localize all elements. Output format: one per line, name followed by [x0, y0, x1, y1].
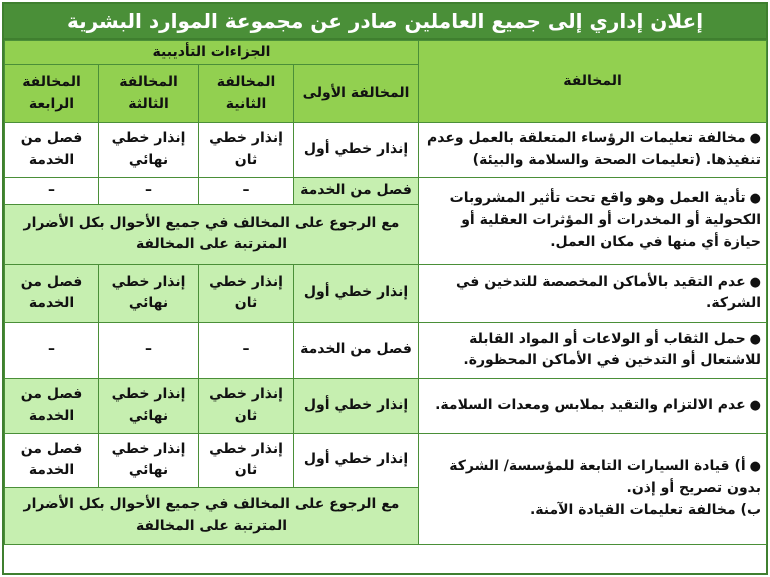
violation-cell [419, 264, 767, 322]
penalty-first: فصل من الخدمة [294, 178, 419, 205]
bullet-icon: ● [749, 191, 762, 207]
penalty-second-dash: – [199, 322, 294, 378]
violation-text: تأدية العمل وهو واقع تحت تأثير المشروبات الكحولية أو المخدرات أو المؤثرات العقلية أو حيازة أي منها في مكان العمل. [449, 190, 762, 250]
violation-cell [419, 178, 767, 265]
header-fourth-violation: المخالفة الرابعة [5, 65, 99, 123]
penalty-fourth-dash: – [5, 178, 99, 205]
bullet-icon: ● [749, 131, 762, 147]
violation-text-b: ب) مخالفة تعليمات القيادة الآمنة. [529, 501, 762, 518]
table-row [5, 433, 767, 487]
violation-text: مخالفة تعليمات الرؤساء المتعلقة بالعمل وعدم تنفيذها. (تعليمات الصحة والسلامة والبيئة) [427, 130, 762, 168]
penalty-first: إنذار خطي أول [294, 378, 419, 433]
announcement-sheet [2, 2, 768, 575]
violation-cell [419, 322, 767, 378]
table-row [5, 378, 767, 433]
violation-cell [419, 433, 767, 544]
penalty-first: فصل من الخدمة [294, 322, 419, 378]
penalty-third-dash: – [99, 178, 199, 205]
violation-text-a: ●أ) قيادة السيارات التابعة للمؤسسة/ الشركة بدون تصريح أو إذن. [449, 458, 762, 496]
header-violation: المخالفة [419, 41, 767, 123]
violation-text: عدم التقيد بالأماكن المخصصة للتدخين في الشركة. [456, 273, 762, 312]
table-row [5, 264, 767, 322]
penalty-third-dash: – [99, 322, 199, 378]
penalty-first: إنذار خطي أول [294, 433, 419, 487]
penalty-second-dash: – [199, 178, 294, 205]
header-penalties-group: الجزاءات التأديبية [5, 41, 419, 65]
violation-cell [419, 378, 767, 433]
penalty-fourth: فصل من الخدمة [5, 123, 99, 178]
header-first-violation: المخالفة الأولى [294, 65, 419, 123]
header-second-violation: المخالفة الثانية [199, 65, 294, 123]
penalty-second: إنذار خطي ثان [199, 378, 294, 433]
penalty-third: إنذار خطي نهائي [99, 123, 199, 178]
bullet-icon: ● [749, 274, 762, 290]
bullet-icon: ● [749, 331, 762, 347]
table-row [5, 123, 767, 178]
penalties-table [4, 40, 767, 545]
damages-note: مع الرجوع على المخالف في جميع الأحوال بكل الأضرار المترتبة على المخالفة [5, 204, 419, 264]
violation-text: عدم الالتزام والتقيد بملابس ومعدات السلامة. [435, 396, 746, 413]
penalty-second: إنذار خطي ثان [199, 433, 294, 487]
announcement-title: إعلان إداري إلى جميع العاملين صادر عن مجموعة الموارد البشرية [4, 4, 766, 40]
header-third-violation: المخالفة الثالثة [99, 65, 199, 123]
penalty-first: إنذار خطي أول [294, 264, 419, 322]
penalty-fourth: فصل من الخدمة [5, 378, 99, 433]
penalty-third: إنذار خطي نهائي [99, 433, 199, 487]
damages-note: مع الرجوع على المخالف في جميع الأحوال بكل الأضرار المترتبة على المخالفة [5, 487, 419, 544]
penalty-third: إنذار خطي نهائي [99, 378, 199, 433]
penalty-fourth-dash: – [5, 322, 99, 378]
penalty-second: إنذار خطي ثان [199, 123, 294, 178]
penalty-fourth: فصل من الخدمة [5, 264, 99, 322]
penalty-third: إنذار خطي نهائي [99, 264, 199, 322]
table-row [5, 178, 767, 205]
penalty-first: إنذار خطي أول [294, 123, 419, 178]
penalty-fourth: فصل من الخدمة [5, 433, 99, 487]
bullet-icon: ● [749, 397, 762, 413]
table-row [5, 322, 767, 378]
violation-text: حمل الثقاب أو الولاعات أو المواد القابلة للاشتعال أو التدخين في الأماكن المحظورة. [463, 330, 762, 369]
violation-cell [419, 123, 767, 178]
bullet-icon: ● [749, 459, 762, 475]
penalty-second: إنذار خطي ثان [199, 264, 294, 322]
